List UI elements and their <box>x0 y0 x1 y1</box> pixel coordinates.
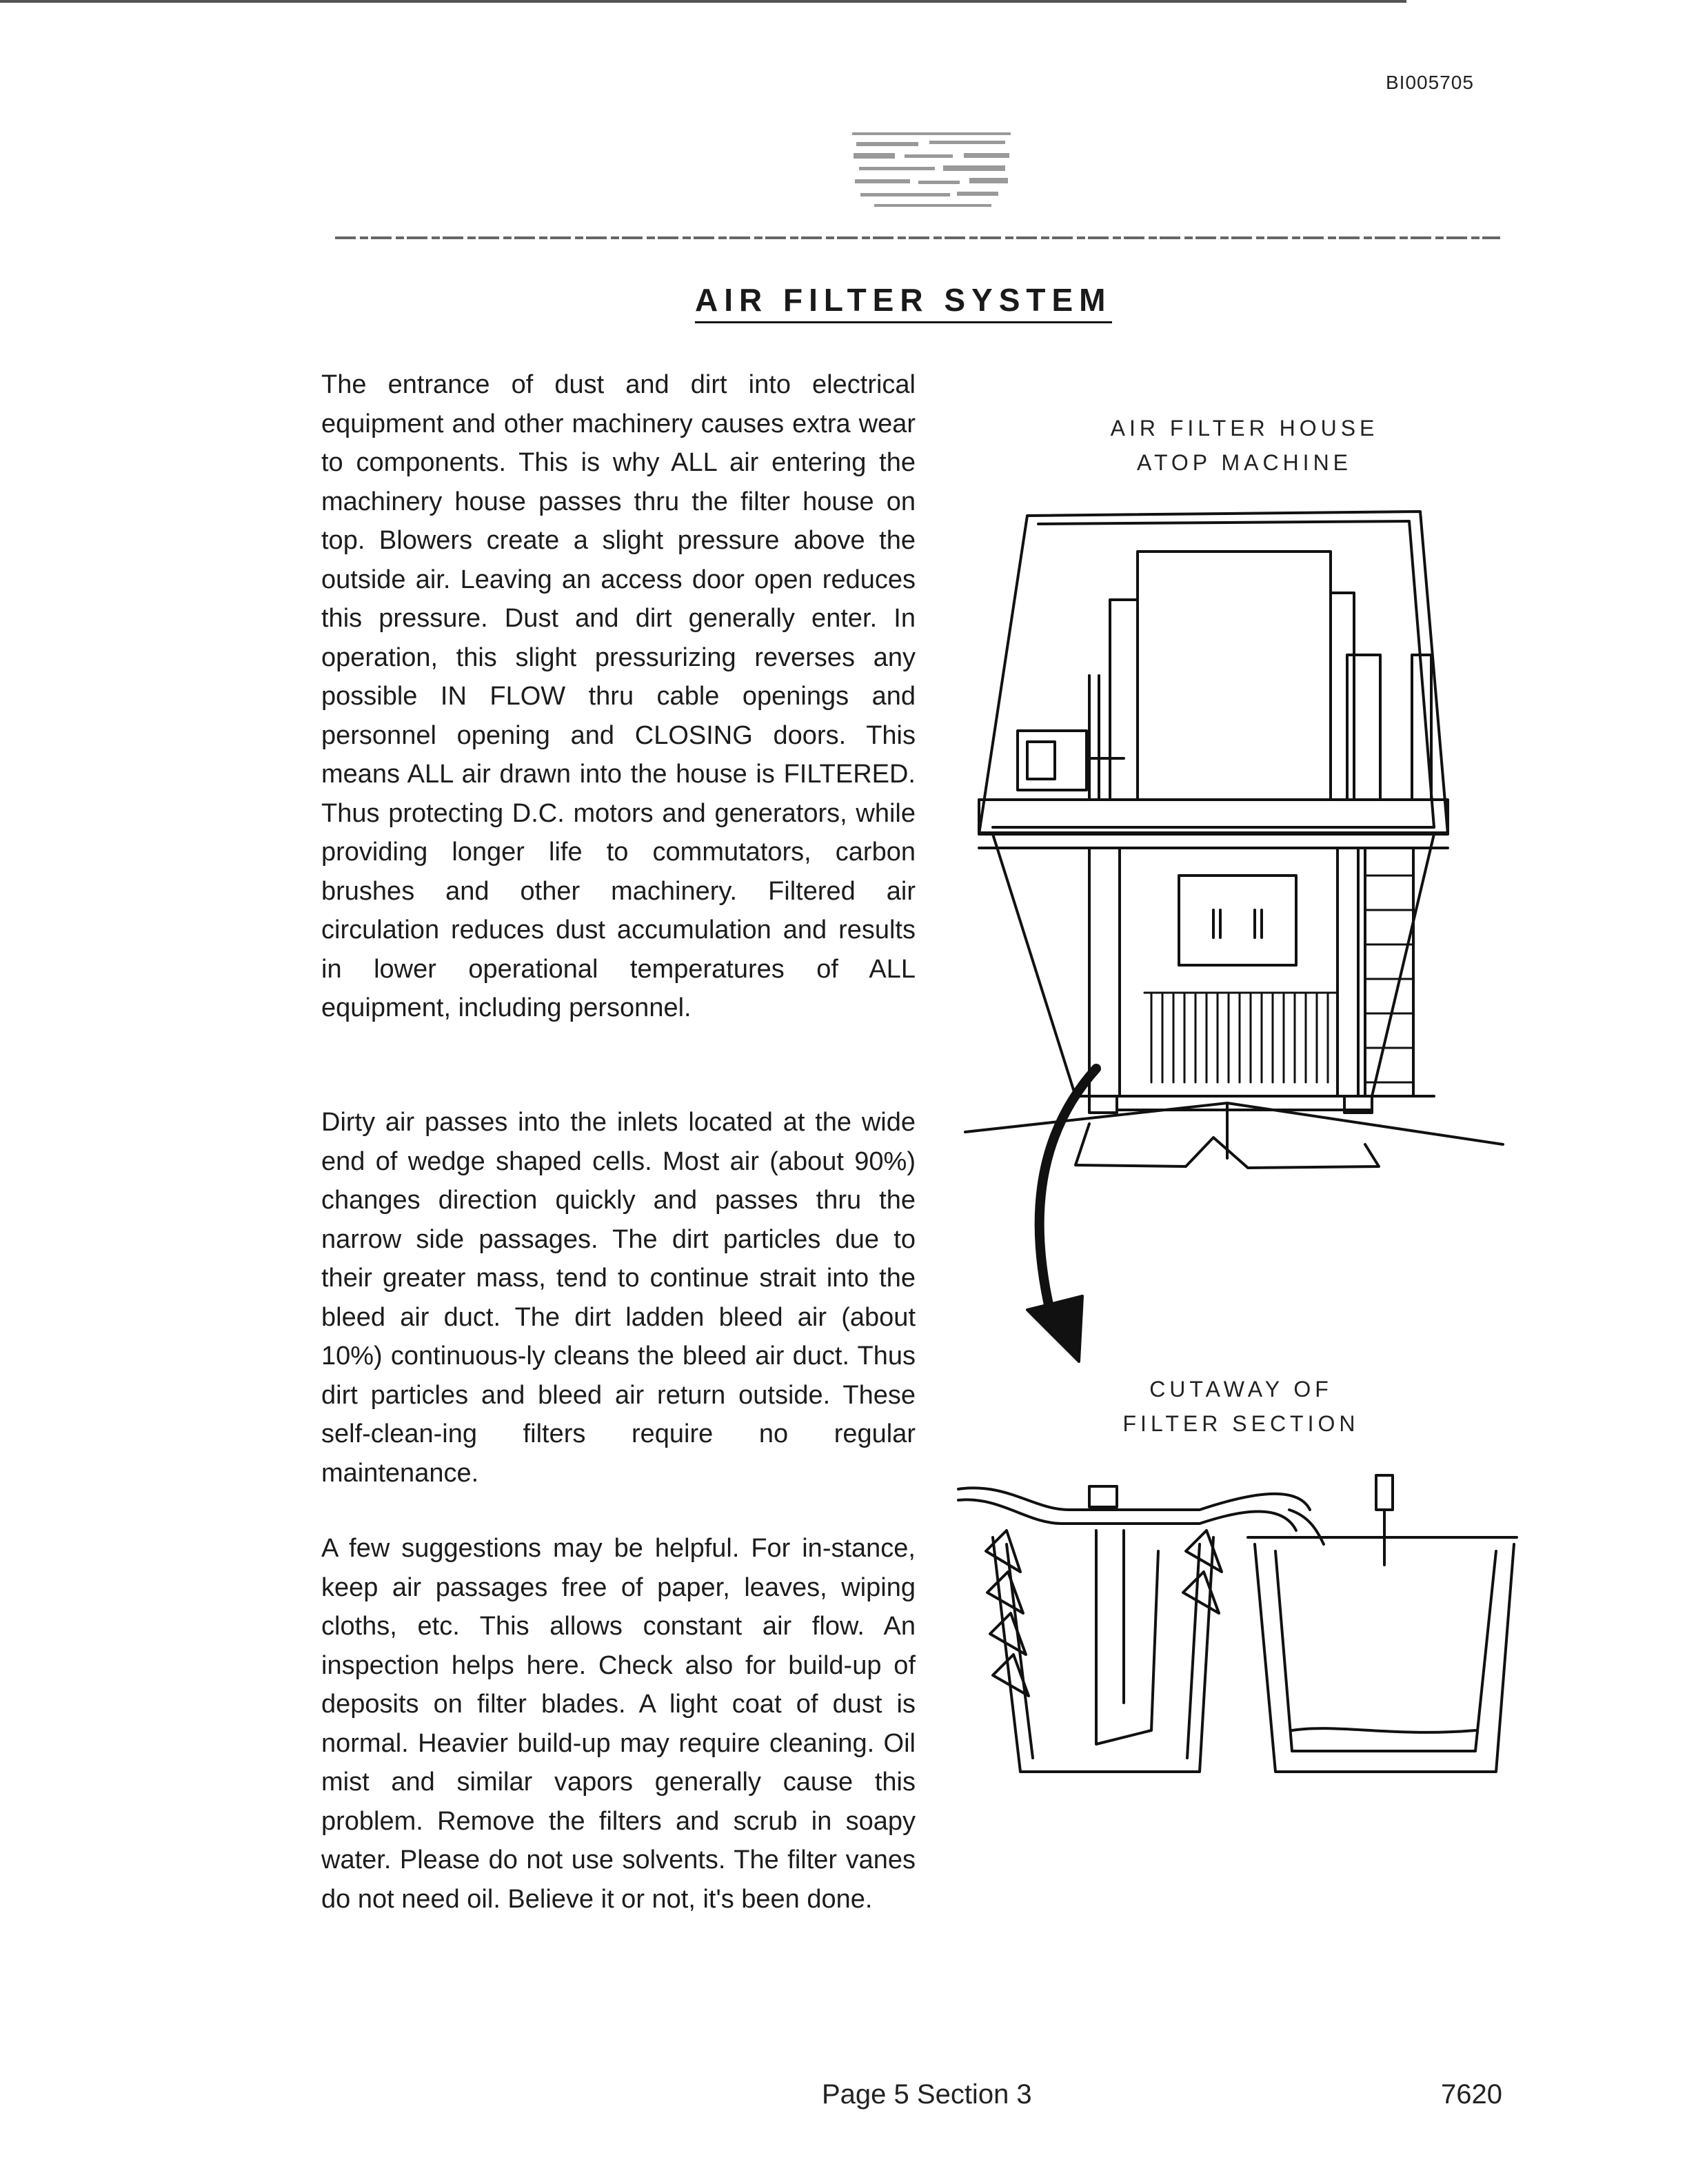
cutaway-caption-line2: FILTER SECTION <box>1122 1411 1360 1436</box>
paragraph-suggestions: A few suggestions may be helpful. For in-stance, keep air passages free of paper, leaves, wiping cloths, etc. This allows constant air flow. An inspection helps here. Check also for build-up of deposits on filter blades. A light coat of dust is normal. Heavier build-up may require cleaning. Oil mist and similar vapors generally cause this problem. Remove the filters and scrub in soapy water. Please do not use solvents. The filter vanes do not need oil. Believe it or not, it's been done. <box>321 1534 916 1914</box>
paragraph-intro: The entrance of dust and dirt into electrical equipment and other machinery causes extra wear to components. This is why ALL air entering the machinery house passes thru the filter house on top. Blowers create a slight pressure above the outside air. Leaving an access door open reduces this pressure. Dust and dirt generally enter. In operation, this slight pressurizing reverses any possible IN FLOW thru cable openings and personnel opening and CLOSING doors. This means ALL air drawn into the house is FILTERED. Thus protecting D.C. motors and generators, while providing longer life to commutators, carbon brushes and other machinery. Filtered air circulation reduces dust accumulation and results in lower operational temperatures of ALL equipment, including personnel. <box>321 370 916 1022</box>
document-id: BI005705 <box>1386 72 1474 93</box>
page-title: AIR FILTER SYSTEM <box>695 281 1112 323</box>
cutaway-caption-line1: CUTAWAY OF <box>1149 1377 1333 1402</box>
air-filter-house-diagram <box>951 503 1531 1365</box>
filter-cutaway-diagram <box>951 1468 1531 1786</box>
header-rule <box>335 234 1521 241</box>
page-label: Page 5 Section 3 <box>822 2079 1032 2110</box>
house-caption-line2: ATOP MACHINE <box>1136 450 1353 475</box>
top-border-line <box>0 0 1406 3</box>
house-caption-line1: AIR FILTER HOUSE <box>1110 416 1379 441</box>
paragraph-operation: Dirty air passes into the inlets located at the wide end of wedge shaped cells. Most air (about 90%) changes direction quickly and passes thru the narrow side passages. The dirt particles due to their greater mass, tend to continue strait into the bleed air duct. The dirt ladden bleed air (about 10%) continuous-ly cleans the bleed air duct. Thus dirt particles and bleed air return outside. These self-clean-ing filters require no regular maintenance. <box>321 1108 916 1488</box>
house-caption <box>1076 411 1413 480</box>
cutaway-caption <box>1076 1372 1406 1441</box>
page-number: 7620 <box>1441 2079 1502 2110</box>
stamp-mark <box>847 125 1019 215</box>
